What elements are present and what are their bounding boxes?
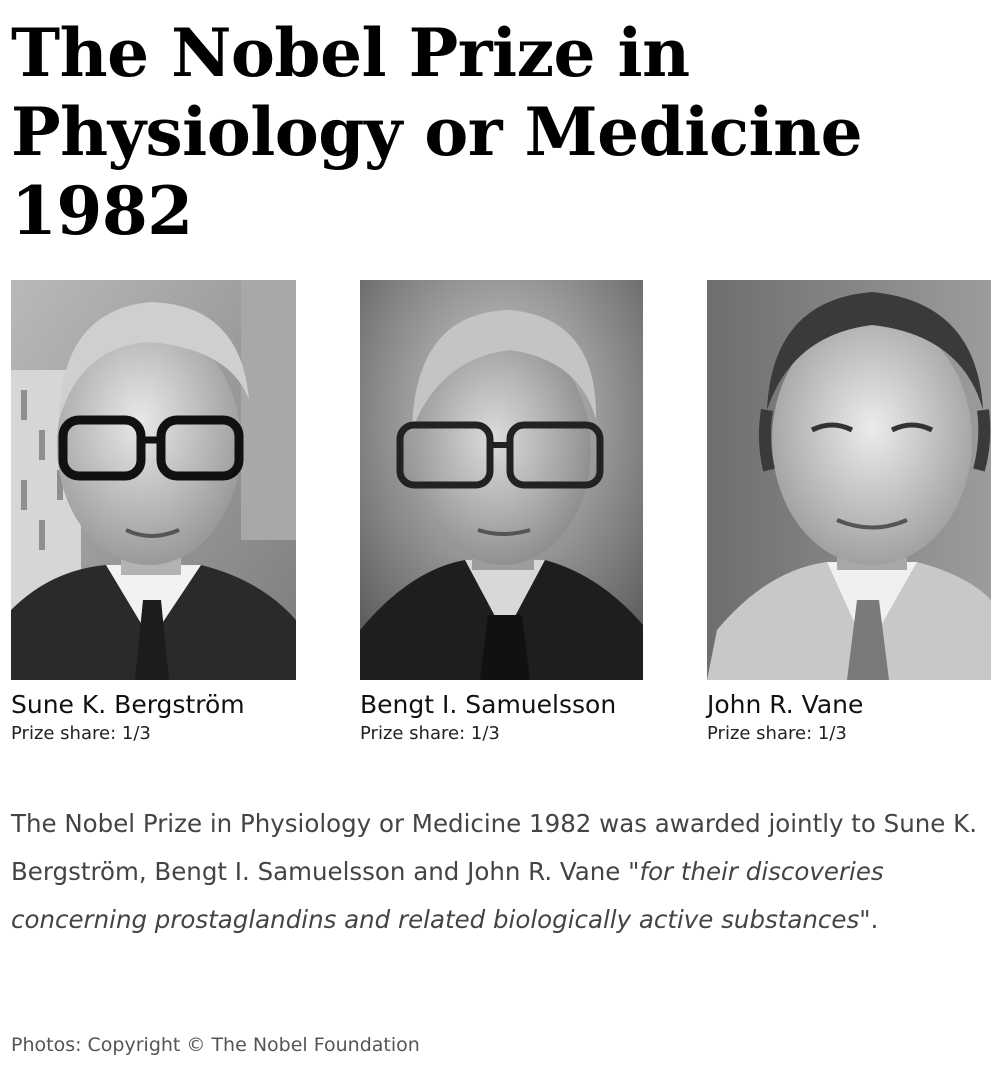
page-title <box>11 14 971 251</box>
laureate-photo[interactable] <box>11 280 296 680</box>
prize-share: Prize share: 1/3 <box>707 723 847 744</box>
laureate-name[interactable]: John R. Vane <box>707 690 864 719</box>
page-title-line-2: Physiology or Medicine <box>11 93 863 171</box>
laureate-card <box>707 280 991 746</box>
page-title-line-3: 1982 <box>11 172 193 250</box>
prize-motivation: "for their discoveries concerning prostaglandins and related biologically active substances" <box>11 857 884 934</box>
portrait-vane <box>707 280 991 680</box>
summary-end: . <box>870 905 879 934</box>
laureate-card <box>11 280 296 746</box>
prize-share: Prize share: 1/3 <box>11 723 151 744</box>
laureate-name[interactable]: Sune K. Bergström <box>11 690 245 719</box>
prize-summary <box>11 800 991 944</box>
laureate-card <box>360 280 643 746</box>
prize-share: Prize share: 1/3 <box>360 723 500 744</box>
laureate-photo[interactable] <box>707 280 991 680</box>
summary-intro: The Nobel Prize in Physiology or Medicine 1982 was awarded jointly to Sune K. Bergström, Bengt I. Samuelsson and John R. Vane <box>11 809 977 886</box>
portrait-samuelsson <box>360 280 643 680</box>
laureates-gallery <box>0 280 1000 760</box>
laureate-name[interactable]: Bengt I. Samuelsson <box>360 690 617 719</box>
photo-credit: Photos: Copyright © The Nobel Foundation <box>11 1034 420 1056</box>
laureate-photo[interactable] <box>360 280 643 680</box>
page-title-line-1: The Nobel Prize in <box>11 14 690 92</box>
portrait-bergstrom <box>11 280 296 680</box>
